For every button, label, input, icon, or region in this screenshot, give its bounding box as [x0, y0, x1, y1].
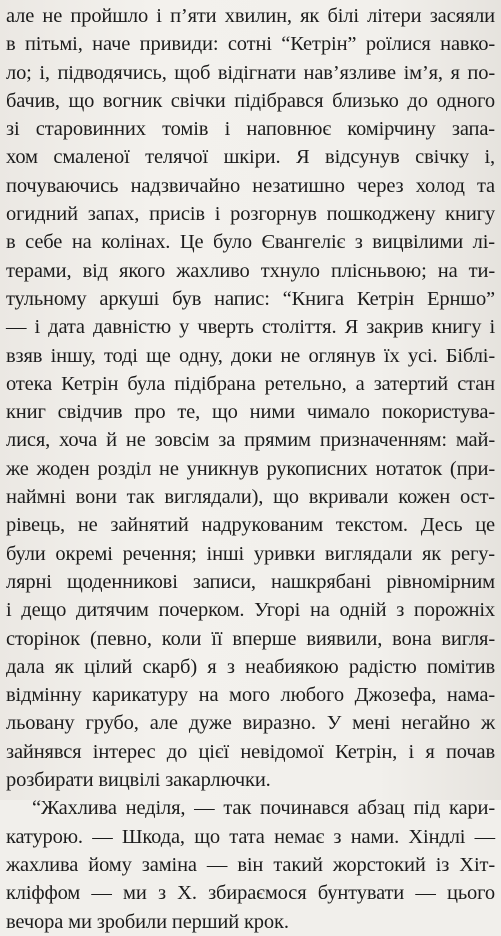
text-line: відмінну карикатуру на мого любого Джозефа, нама-: [6, 684, 495, 707]
text-line: лярні щоденникові записи, нашкрябані рівномірним: [6, 570, 495, 593]
text-line: же жоден розділ не уникнув рукописних нотаток (при-: [6, 457, 495, 480]
text-line: дала як цілий скарб) я з неабиякою радістю помітив: [6, 655, 495, 678]
text-line: бачив, що вогник свічки підібрався близько до одного: [6, 89, 495, 112]
text-line: і дещо дитячим почерком. Угорі на одній з порожніх: [6, 599, 495, 622]
text-line: рівець, не зайнятий надрукованим текстом. Десь це: [6, 514, 495, 537]
text-line: льовану грубо, але дуже виразно. У мені негайно ж: [6, 712, 495, 735]
page-text: [6, 2, 495, 936]
text-line: розбирати вицвілі закарлючки.: [6, 769, 271, 792]
text-line: книг свідчив про те, що ними чимало покористува-: [6, 401, 495, 424]
text-line: огидний запах, присів і розгорнув пошкоджену книгу: [6, 203, 495, 226]
text-line: “Жахлива неділя, — так починався абзац під кари-: [32, 797, 495, 820]
text-line: зі старовинних томів і наповнює комірчину запа-: [6, 118, 495, 141]
paragraph: [6, 2, 495, 794]
text-line: терами, від якого жахливо тхнуло плісньвою; на ти-: [6, 259, 495, 282]
text-line: були окремі речення; інші уривки виглядали як регу-: [6, 542, 495, 565]
text-line: в себе на колінах. Це було Євангеліє з вицвілими лі-: [6, 231, 495, 254]
text-line: жахлива йому заміна — він такий жорстокий із Хіт-: [6, 853, 495, 876]
text-line: вечора ми зробили перший крок.: [6, 910, 289, 933]
text-line: ло; і, підводячись, щоб відігнати нав’язливе ім’я, я по-: [6, 61, 495, 84]
text-line: але не пройшло і п’яти хвилин, як білі літери засяяли: [6, 5, 495, 27]
text-line: хом смаленої телячої шкіри. Я відсунув свічку і,: [6, 146, 495, 169]
text-line: взяв іншу, тоді ще одну, доки не оглянув їх усі. Біблі-: [6, 344, 495, 367]
text-line: наймні вони так виглядали), що вкривали кожен ост-: [6, 486, 495, 509]
text-line: — і дата давністю у чверть століття. Я закрив книгу і: [6, 316, 495, 339]
paragraph: [6, 794, 495, 935]
text-line: почуваючись надзвичайно незатишно через холод та: [6, 174, 495, 197]
text-line: в пітьмі, наче привиди: сотні “Кетрін” роїлися навко-: [6, 33, 495, 56]
text-line: лися, хоча й не зовсім за прямим призначенням: май-: [6, 429, 495, 452]
text-line: отека Кетрін була підібрана ретельно, а затертий стан: [6, 372, 495, 395]
text-line: кліффом — ми з Х. збираємося бунтувати — цього: [6, 882, 495, 905]
text-line: сторінок (певно, коли її вперше виявили, вона вигля-: [6, 627, 495, 650]
text-line: тульному аркуші був напис: “Книга Кетрін Ерншо”: [6, 287, 495, 310]
text-line: зайнявся інтерес до цієї невідомої Кетрін, і я почав: [6, 740, 495, 763]
text-line: катурою. — Шкода, що тата немає з нами. Хіндлі —: [6, 825, 495, 848]
